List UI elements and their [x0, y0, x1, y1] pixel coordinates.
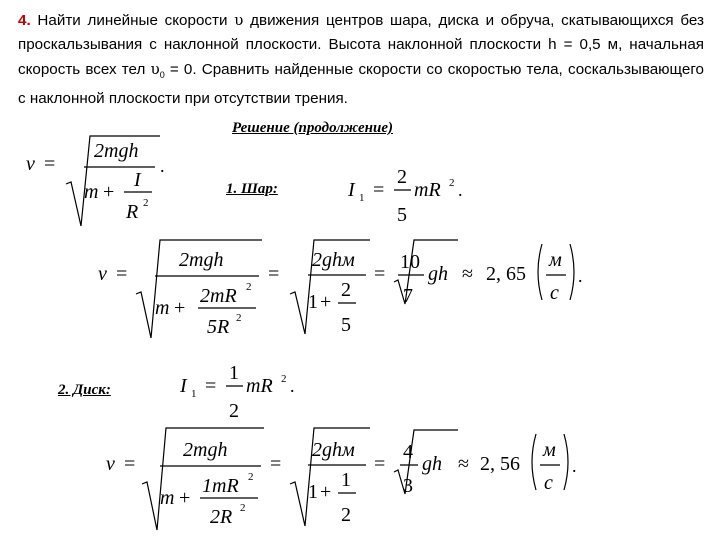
ball-mid-one: 1: [308, 291, 318, 313]
ball-I-sub: 1: [359, 192, 365, 204]
ball-num: 2mgh: [179, 249, 224, 271]
disk-velocity: [106, 428, 577, 530]
disk-inner-den-sq: 2: [240, 502, 246, 514]
ball-mid-frac-den: 5: [341, 314, 351, 336]
disk-mR-sq: 2: [281, 373, 287, 385]
disk-gh: gh: [422, 453, 442, 475]
disk-unit-den: с: [544, 472, 553, 494]
ball-mid-num: 2ghм: [312, 249, 355, 271]
disk-mid-one: 1: [308, 481, 318, 503]
disk-r-num: 4: [403, 441, 413, 463]
ball-inertia-eq: =: [373, 179, 385, 201]
ball-gh: gh: [428, 263, 448, 285]
general-den-m: m: [84, 181, 99, 203]
general-plus: +: [103, 181, 115, 203]
general-v: v: [26, 153, 35, 175]
ball-mid-plus: +: [320, 291, 332, 313]
ball-approx: ≈: [462, 263, 473, 285]
disk-num: 2mgh: [183, 439, 228, 461]
general-R-sq: 2: [143, 197, 149, 209]
disk-mid-plus: +: [320, 481, 332, 503]
ball-mR: mR: [414, 179, 441, 201]
formula-general: [26, 136, 165, 226]
ball-inertia-dot: .: [458, 180, 463, 200]
ball-unit-num: м: [549, 249, 562, 271]
disk-inner-num: 1mR: [202, 475, 239, 497]
upsilon-symbol: υ: [234, 11, 244, 29]
disk-label: 2. Диск:: [58, 382, 111, 398]
disk-eq-3: =: [374, 453, 386, 475]
ball-label: 1. Шар:: [226, 181, 278, 197]
disk-inertia-eq: =: [205, 375, 217, 397]
disk-unit-paren-left: [532, 434, 536, 490]
disk-mid-num: 2ghм: [312, 439, 355, 461]
disk-mid-frac-den: 2: [341, 504, 351, 526]
ball-den-m: m: [155, 297, 170, 319]
ball-v: v: [98, 263, 107, 285]
solution-heading: Решение (продолжение): [232, 120, 393, 136]
general-den-I: I: [134, 169, 141, 191]
disk-mR: mR: [246, 375, 273, 397]
ball-r-num: 10: [400, 251, 420, 273]
ball-inner-den: 5R: [207, 316, 230, 338]
ball-mid-frac-num: 2: [341, 279, 351, 301]
upsilon0-symbol: υ: [150, 60, 160, 78]
ball-unit-paren-left: [538, 244, 542, 300]
ball-inner-den-sq: 2: [236, 312, 242, 324]
ball-eq-2: =: [268, 263, 280, 285]
disk-I: I: [180, 375, 187, 397]
ball-v-eq: =: [116, 263, 128, 285]
disk-den-plus: +: [179, 487, 191, 509]
ball-unit-dot: .: [578, 266, 583, 286]
problem-text-2: движения центров шара, диска и обруча, скатывающихся без проскальзывания с наклонной плоскости. Высота наклонной плоскости h = 0,5 м, начальная скорость всех тел: [18, 12, 704, 78]
disk-inner-den: 2R: [210, 506, 233, 528]
disk-inertia-dot: .: [290, 376, 295, 396]
ball-frac-num: 2: [397, 166, 407, 188]
disk-I-sub: 1: [191, 388, 197, 400]
disk-v: v: [106, 453, 115, 475]
disk-unit-dot: .: [572, 456, 577, 476]
ball-unit-den: с: [550, 282, 559, 304]
ball-unit-paren-right: [570, 244, 574, 300]
ball-result: 2, 65: [486, 263, 526, 285]
disk-frac-den: 2: [229, 400, 239, 422]
ball-mR-sq: 2: [449, 177, 455, 189]
ball-frac-den: 5: [397, 204, 407, 226]
disk-inertia: [179, 362, 295, 422]
disk-approx: ≈: [458, 453, 469, 475]
disk-frac-num: 1: [229, 362, 239, 384]
upsilon0-subscript: 0: [159, 70, 165, 81]
disk-v-eq: =: [124, 453, 136, 475]
ball-I: I: [348, 179, 355, 201]
ball-eq-3: =: [374, 263, 386, 285]
disk-unit-paren-right: [564, 434, 568, 490]
general-den-R: R: [126, 201, 139, 223]
problem-text-1: Найти линейные скорости: [37, 12, 235, 29]
ball-inner-num-sq: 2: [246, 281, 252, 293]
disk-inner-num-sq: 2: [248, 471, 254, 483]
disk-den-m: m: [160, 487, 175, 509]
general-eq: =: [44, 153, 56, 175]
disk-r-den: 3: [403, 475, 413, 497]
ball-velocity: [98, 240, 583, 338]
ball-r-den: 7: [403, 285, 413, 307]
ball-inertia: [347, 166, 463, 226]
disk-eq-2: =: [270, 453, 282, 475]
general-num: 2mgh: [94, 140, 139, 162]
ball-inner-num: 2mR: [200, 285, 237, 307]
problem-number: 4.: [18, 12, 31, 29]
general-dot: .: [160, 156, 165, 176]
problem-text-3: = 0. Сравнить найденные скорости со скоростью тела, соскальзывающего с наклонной плоскости при отсутствии трения.: [18, 61, 704, 108]
disk-result: 2, 56: [480, 453, 520, 475]
disk-unit-num: м: [543, 439, 556, 461]
disk-mid-frac-num: 1: [341, 469, 351, 491]
ball-den-plus: +: [174, 297, 186, 319]
